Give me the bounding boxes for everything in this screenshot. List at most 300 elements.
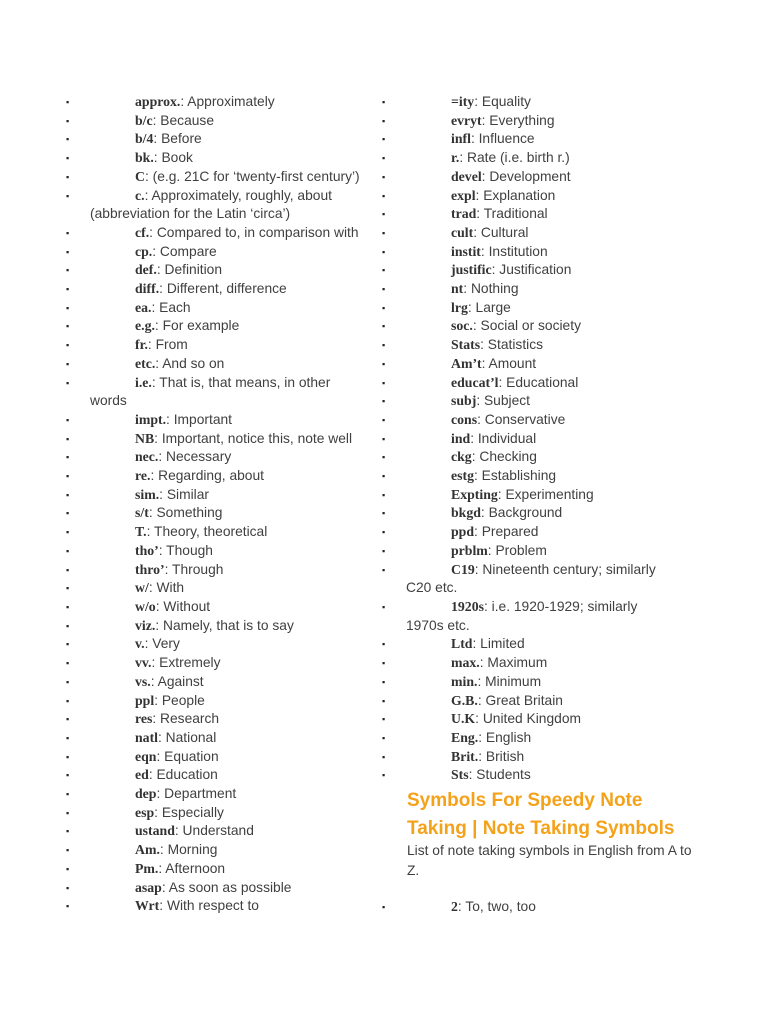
abbreviation-term: esp: [135, 804, 155, 820]
list-item: [378, 692, 678, 711]
list-item: [62, 430, 362, 449]
abbreviation-term: r.: [451, 150, 460, 166]
abbreviation-term: U.K: [451, 711, 476, 727]
abbreviation-meaning: : National: [158, 729, 217, 745]
bullet-icon: ▪: [66, 340, 70, 351]
bullet-icon: ▪: [382, 209, 386, 220]
meaning-continuation: (abbreviation for the Latin ‘circa’): [90, 206, 291, 222]
abbreviation-meaning: : Each: [151, 299, 191, 315]
item-line: [378, 467, 678, 486]
list-item: [62, 897, 362, 916]
item-line: [62, 299, 362, 318]
abbreviation-term: educat’l: [451, 374, 499, 390]
abbreviation-term: res: [135, 711, 153, 727]
bullet-icon: ▪: [66, 601, 70, 612]
bullet-icon: ▪: [66, 901, 70, 912]
bullet-icon: ▪: [66, 770, 70, 781]
item-line: [62, 748, 362, 767]
abbreviation-term: max.: [451, 655, 480, 671]
item-line: [378, 93, 678, 112]
abbreviation-meaning: : Compared to, in comparison with: [149, 224, 359, 240]
abbreviation-term: 1920s: [451, 598, 484, 614]
list-item: [378, 729, 678, 748]
list-item: [62, 374, 362, 411]
abbreviation-meaning: : Definition: [156, 262, 223, 278]
item-line: [378, 486, 678, 505]
abbreviation-meaning: : Extremely: [151, 655, 221, 671]
bullet-icon: ▪: [382, 508, 386, 519]
list-item: [378, 710, 678, 729]
abbreviation-term: nec.: [135, 449, 159, 465]
item-line: [378, 766, 678, 785]
bullet-icon: ▪: [382, 564, 386, 575]
bullet-icon: ▪: [66, 807, 70, 818]
bullet-icon: ▪: [382, 396, 386, 407]
abbreviation-meaning: : Theory, theoretical: [146, 524, 268, 540]
abbreviation-term: trad: [451, 206, 477, 222]
list-item: [378, 448, 678, 467]
bullet-icon: ▪: [66, 676, 70, 687]
list-item: [62, 355, 362, 374]
bullet-icon: ▪: [66, 190, 70, 201]
bullet-icon: ▪: [382, 732, 386, 743]
abbreviation-meaning: : Morning: [159, 842, 218, 858]
list-item: [378, 635, 678, 654]
abbreviation-term: thro’: [135, 561, 165, 577]
item-line: [378, 205, 678, 224]
abbreviation-meaning: : Research: [152, 711, 220, 727]
bullet-icon: ▪: [382, 153, 386, 164]
item-line: [378, 710, 678, 729]
bullet-icon: ▪: [382, 489, 386, 500]
abbreviation-term: cp.: [135, 243, 153, 259]
abbreviation-meaning: : Minimum: [477, 673, 542, 689]
abbreviation-meaning: : Students: [468, 767, 531, 783]
item-line: [378, 673, 678, 692]
bullet-icon: ▪: [382, 115, 386, 126]
abbreviation-meaning: : Important: [166, 411, 232, 427]
abbreviation-term: ppl: [135, 692, 155, 708]
abbreviation-term: Sts: [451, 767, 469, 783]
list-item: [62, 598, 362, 617]
abbreviation-term: Brit.: [451, 748, 479, 764]
right-abbreviation-list: [378, 93, 678, 785]
abbreviation-term: expl: [451, 187, 476, 203]
list-item: [62, 635, 362, 654]
item-line: [378, 729, 678, 748]
list-item: [378, 411, 678, 430]
list-item: [62, 448, 362, 467]
item-line: [378, 448, 678, 467]
abbreviation-term: soc.: [451, 318, 473, 334]
item-line: [62, 897, 362, 916]
list-item: [62, 561, 362, 580]
abbreviation-meaning: : Through: [164, 561, 224, 577]
abbreviation-term: c.: [135, 187, 145, 203]
bullet-icon: ▪: [382, 321, 386, 332]
bullet-icon: ▪: [66, 583, 70, 594]
abbreviation-term: b/c: [135, 112, 153, 128]
item-line: [378, 187, 678, 206]
abbreviation-meaning: : Approximately, roughly, about: [144, 187, 332, 203]
list-item: [378, 430, 678, 449]
meaning-continuation: words: [90, 393, 127, 409]
bullet-icon: ▪: [66, 527, 70, 538]
meaning-continuation: C20 etc.: [406, 580, 458, 596]
list-item: [378, 673, 678, 692]
abbreviation-term: 2: [451, 899, 458, 914]
list-item: [62, 317, 362, 336]
abbreviation-term: v.: [135, 636, 145, 652]
abbreviation-term: e.g.: [135, 318, 155, 334]
abbreviation-term: evryt: [451, 112, 482, 128]
abbreviation-meaning: : Traditional: [476, 206, 548, 222]
abbreviation-term: bk.: [135, 150, 154, 166]
abbreviation-meaning: : Statistics: [480, 337, 544, 353]
item-line: [62, 822, 362, 841]
abbreviation-term: cf.: [135, 224, 150, 240]
abbreviation-term: Wrt: [135, 898, 160, 914]
list-item: [378, 748, 678, 767]
bullet-icon: ▪: [382, 433, 386, 444]
abbreviation-meaning: : Different, difference: [159, 281, 287, 297]
abbreviation-term: nt: [451, 281, 464, 297]
abbreviation-meaning: : To, two, too: [457, 899, 536, 914]
list-item: [378, 467, 678, 486]
bullet-icon: ▪: [66, 714, 70, 725]
abbreviation-term: natl: [135, 729, 158, 745]
bullet-icon: ▪: [66, 246, 70, 257]
item-line: [62, 617, 362, 636]
bullet-icon: ▪: [66, 153, 70, 164]
list-item: [62, 467, 362, 486]
list-item: [378, 561, 678, 598]
item-line: [62, 729, 362, 748]
item-line: [62, 860, 362, 879]
item-line: [62, 187, 362, 206]
abbreviation-term: etc.: [135, 355, 156, 371]
abbreviation-term: estg: [451, 468, 474, 484]
abbreviation-term: Expting: [451, 486, 498, 502]
list-item: [62, 486, 362, 505]
bullet-icon: ▪: [382, 601, 386, 612]
abbreviation-term: tho’: [135, 542, 159, 558]
abbreviation-meaning: : Establishing: [474, 468, 557, 484]
abbreviation-term: cons: [451, 411, 478, 427]
list-item: [378, 355, 678, 374]
bullet-icon: ▪: [66, 358, 70, 369]
item-line: [378, 392, 678, 411]
item-line: [62, 486, 362, 505]
abbreviation-term: Pm.: [135, 860, 159, 876]
bullet-icon: ▪: [66, 433, 70, 444]
item-line: [62, 598, 362, 617]
abbreviation-meaning: : Regarding, about: [150, 468, 264, 484]
item-line: [378, 317, 678, 336]
abbreviation-term: def.: [135, 262, 157, 278]
item-line: [378, 430, 678, 449]
abbreviation-meaning: : Department: [156, 786, 237, 802]
list-item: [62, 692, 362, 711]
section-intro: List of note taking symbols in English from A to Z.: [407, 843, 692, 878]
abbreviation-meaning: : Compare: [152, 243, 217, 259]
abbreviation-meaning: : Prepared: [474, 524, 539, 540]
list-item: [62, 243, 362, 262]
abbreviation-meaning: : As soon as possible: [161, 879, 292, 895]
item-line: [62, 130, 362, 149]
bullet-icon: ▪: [382, 377, 386, 388]
item-line: [62, 355, 362, 374]
abbreviation-meaning: : Without: [155, 598, 211, 614]
list-item: [62, 579, 362, 598]
bullet-icon: ▪: [66, 134, 70, 145]
bullet-icon: ▪: [382, 751, 386, 762]
bullet-icon: ▪: [382, 284, 386, 295]
abbreviation-term: ed: [135, 767, 149, 783]
item-line: [378, 243, 678, 262]
abbreviation-term: vs.: [135, 673, 151, 689]
item-line: [62, 411, 362, 430]
item-line: [378, 112, 678, 131]
bullet-icon: ▪: [66, 97, 70, 107]
item-line: [62, 448, 362, 467]
abbreviation-term: diff.: [135, 281, 160, 297]
list-item: [62, 504, 362, 523]
abbreviation-term: Stats: [451, 337, 481, 353]
abbreviation-meaning: : People: [154, 692, 205, 708]
list-item: [378, 280, 678, 299]
list-item: [378, 336, 678, 355]
abbreviation-meaning: : Nothing: [463, 281, 519, 297]
item-line: [62, 542, 362, 561]
list-item: [378, 504, 678, 523]
abbreviation-term: Ltd: [451, 636, 473, 652]
list-item: [62, 785, 362, 804]
list-item: [62, 710, 362, 729]
abbreviation-term: Am’t: [451, 355, 482, 371]
bullet-icon: ▪: [66, 171, 70, 182]
list-item: [62, 411, 362, 430]
list-item: [62, 187, 362, 224]
bullet-icon: ▪: [382, 714, 386, 725]
abbreviation-meaning: : Very: [144, 636, 180, 652]
item-line: [62, 579, 362, 598]
abbreviation-meaning: : Amount: [481, 355, 537, 371]
list-item: [62, 130, 362, 149]
item-line: [62, 692, 362, 711]
abbreviation-term: subj: [451, 393, 477, 409]
abbreviation-meaning: : Explanation: [475, 187, 556, 203]
abbreviation-meaning: : Experimenting: [497, 486, 594, 502]
abbreviation-meaning: : Institution: [480, 243, 548, 259]
abbreviation-term: asap: [135, 879, 162, 895]
list-item: [62, 261, 362, 280]
list-item: [62, 336, 362, 355]
item-line: [378, 542, 678, 561]
abbreviation-term: ustand: [135, 823, 175, 839]
item-line: [62, 710, 362, 729]
abbreviation-meaning: : Book: [153, 150, 193, 166]
item-line: [378, 336, 678, 355]
item-line: [62, 336, 362, 355]
list-item: [62, 879, 362, 898]
abbreviation-meaning: : Equation: [156, 748, 219, 764]
abbreviation-meaning: : English: [478, 729, 532, 745]
abbreviation-term: approx.: [135, 94, 181, 109]
list-item: [378, 205, 678, 224]
item-line: [62, 504, 362, 523]
abbreviation-term: Eng.: [451, 729, 479, 745]
abbreviation-term: ppd: [451, 524, 475, 540]
abbreviation-term: w/o: [135, 598, 156, 614]
bullet-icon: ▪: [382, 414, 386, 425]
item-line: [62, 523, 362, 542]
bullet-icon: ▪: [66, 620, 70, 631]
item-line: [378, 523, 678, 542]
left-abbreviation-list: [62, 93, 362, 916]
item-line: [378, 149, 678, 168]
item-line: [378, 504, 678, 523]
abbreviation-meaning: : From: [147, 337, 188, 353]
abbreviation-term: sim.: [135, 486, 160, 502]
abbreviation-meaning: : Social or society: [472, 318, 581, 334]
item-line: [378, 748, 678, 767]
item-line: [62, 261, 362, 280]
bullet-icon: ▪: [66, 284, 70, 295]
item-line: [378, 168, 678, 187]
item-line: [378, 374, 678, 393]
item-line: [378, 598, 678, 617]
abbreviation-term: NB: [135, 430, 155, 446]
abbreviation-term: infl: [451, 131, 471, 147]
list-item: [378, 112, 678, 131]
bullet-icon: ▪: [382, 676, 386, 687]
abbreviation-term: =ity: [451, 94, 475, 109]
abbreviation-meaning: : Nineteenth century; similarly: [474, 561, 656, 577]
abbreviation-term: viz.: [135, 617, 156, 633]
abbreviation-term: b/4: [135, 131, 154, 147]
abbreviation-meaning: : With respect to: [159, 898, 259, 914]
bullet-icon: ▪: [66, 882, 70, 893]
item-line: [378, 411, 678, 430]
item-line: [62, 785, 362, 804]
list-item: [62, 93, 362, 112]
list-item: [62, 804, 362, 823]
bullet-icon: ▪: [66, 115, 70, 126]
bullet-icon: ▪: [382, 639, 386, 650]
abbreviation-term: cult: [451, 224, 474, 240]
item-line: [62, 841, 362, 860]
abbreviation-meaning: : United Kingdom: [475, 711, 581, 727]
item-line: [378, 561, 678, 580]
item-line: [62, 654, 362, 673]
abbreviation-term: impt.: [135, 411, 167, 427]
abbreviation-meaning: : Maximum: [479, 655, 548, 671]
abbreviation-meaning: : i.e. 1920-1929; similarly: [483, 598, 638, 614]
abbreviation-meaning: : Great Britain: [477, 692, 563, 708]
abbreviation-term: fr.: [135, 337, 148, 353]
bullet-icon: ▪: [382, 695, 386, 706]
abbreviation-meaning: : Something: [148, 505, 223, 521]
bullet-icon: ▪: [382, 770, 386, 781]
abbreviation-meaning: : Understand: [174, 823, 254, 839]
item-line: [378, 654, 678, 673]
abbreviation-meaning: : Education: [148, 767, 218, 783]
bullet-icon: ▪: [66, 545, 70, 556]
list-item: [62, 841, 362, 860]
abbreviation-meaning: : Afternoon: [158, 860, 226, 876]
bullet-icon: ▪: [382, 902, 386, 912]
abbreviation-meaning: : Approximately: [180, 94, 275, 109]
abbreviation-meaning: : Similar: [159, 486, 209, 502]
item-line: [62, 673, 362, 692]
abbreviation-meaning: : Development: [481, 168, 571, 184]
item-line: [62, 766, 362, 785]
abbreviation-meaning: : Important, notice this, note well: [154, 430, 353, 446]
abbreviation-term: dep: [135, 786, 157, 802]
list-item: [62, 654, 362, 673]
abbreviation-term: justific: [451, 262, 492, 278]
abbreviation-meaning: : And so on: [155, 355, 225, 371]
list-item: [62, 299, 362, 318]
item-line: [62, 879, 362, 898]
abbreviation-meaning: : (e.g. 21C for ‘twenty-first century’): [144, 168, 360, 184]
abbreviation-term: min.: [451, 673, 478, 689]
item-line: [62, 635, 362, 654]
item-line: [62, 374, 362, 393]
bullet-icon: ▪: [66, 414, 70, 425]
abbreviation-meaning: : Justification: [491, 262, 572, 278]
item-line: [378, 224, 678, 243]
bullet-icon: ▪: [66, 695, 70, 706]
bullet-icon: ▪: [382, 471, 386, 482]
bullet-icon: ▪: [66, 564, 70, 575]
item-line: [62, 280, 362, 299]
bullet-icon: ▪: [382, 658, 386, 669]
bullet-icon: ▪: [66, 227, 70, 238]
bullet-icon: ▪: [382, 302, 386, 313]
list-item: [378, 317, 678, 336]
abbreviation-meaning: : Limited: [472, 636, 525, 652]
list-item: [62, 112, 362, 131]
bullet-icon: ▪: [66, 471, 70, 482]
item-line: [62, 93, 362, 112]
abbreviation-term: eqn: [135, 748, 157, 764]
bullet-icon: ▪: [66, 452, 70, 463]
bullet-icon: ▪: [66, 751, 70, 762]
abbreviation-term: Am.: [135, 842, 160, 858]
bullet-icon: ▪: [66, 789, 70, 800]
abbreviation-meaning: : Background: [480, 505, 563, 521]
list-item: [378, 224, 678, 243]
list-item: [62, 224, 362, 243]
item-line: [62, 317, 362, 336]
abbreviation-meaning: : Checking: [471, 449, 537, 465]
abbreviation-term: devel: [451, 168, 482, 184]
list-item: [378, 187, 678, 206]
abbreviation-term: instit: [451, 243, 481, 259]
list-item: [62, 860, 362, 879]
abbreviation-meaning: : Problem: [487, 542, 547, 558]
abbreviation-meaning: : Before: [153, 131, 202, 147]
list-item: [378, 542, 678, 561]
item-line: [378, 355, 678, 374]
list-item: [378, 261, 678, 280]
bullet-icon: ▪: [382, 545, 386, 556]
abbreviation-meaning: : Equality: [474, 94, 531, 109]
bullet-icon: ▪: [66, 302, 70, 313]
abbreviation-meaning: : Everything: [481, 112, 555, 128]
